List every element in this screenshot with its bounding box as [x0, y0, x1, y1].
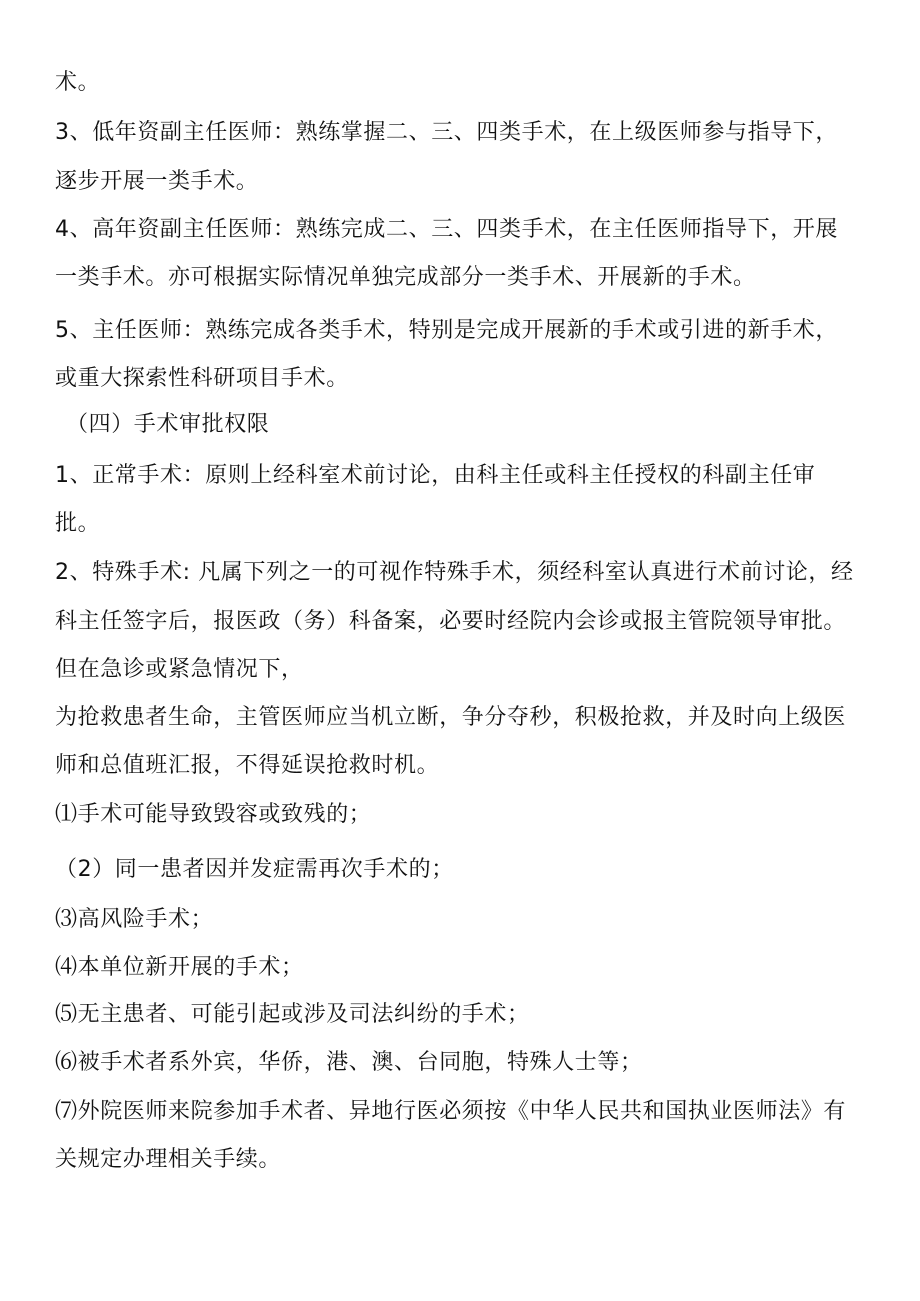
list-item: ⑺外院医师来院参加手术者、异地行医必须按《中华人民共和国执业医师法》有 [55, 1099, 847, 1124]
text-line: 1、正常手术：原则上经科室术前讨论，由科主任或科主任授权的科副主任审 [55, 463, 816, 488]
text-line: 科主任签字后，报医政（务）科备案，必要时经院内会诊或报主管院领导审批。 [55, 609, 847, 634]
text-line: 为抢救患者生命，主管医师应当机立断，争分夺秒，积极抢救，并及时向上级医 [55, 705, 847, 730]
list-item: （2）同一患者因并发症需再次手术的； [55, 857, 454, 882]
text-line: 5、主任医师：熟练完成各类手术，特别是完成开展新的手术或引进的新手术， [55, 318, 838, 343]
text-line: 2、特殊手术: 凡属下列之一的可视作特殊手术，须经科室认真进行术前讨论，经 [55, 560, 854, 585]
text-line: 批。 [55, 511, 101, 536]
text-line: 关规定办理相关手续。 [55, 1147, 282, 1172]
list-item: ⑸无主患者、可能引起或涉及司法纠纷的手术； [55, 1002, 530, 1027]
text-line: 一类手术。亦可根据实际情况单独完成部分一类手术、开展新的手术。 [55, 265, 756, 290]
section-heading: （四）手术审批权限 [66, 412, 270, 437]
list-item: ⑶高风险手术； [55, 907, 214, 932]
text-line: 术。 [55, 70, 101, 95]
text-line: 4、高年资副主任医师：熟练完成二、三、四类手术，在主任医师指导下，开展 [55, 217, 838, 242]
text-line: 3、低年资副主任医师：熟练掌握二、三、四类手术，在上级医师参与指导下， [55, 120, 838, 145]
text-line: 或重大探索性科研项目手术。 [55, 366, 349, 391]
text-line: 逐步开展一类手术。 [55, 169, 259, 194]
text-line: 但在急诊或紧急情况下， [55, 657, 304, 682]
text-line: 师和总值班汇报，不得延误抢救时机。 [55, 753, 440, 778]
list-item: ⑹被手术者系外宾，华侨，港、澳、台同胞，特殊人士等； [55, 1050, 643, 1075]
list-item: ⑷本单位新开展的手术； [55, 955, 304, 980]
list-item: ⑴手术可能导致毁容或致残的； [55, 802, 372, 827]
